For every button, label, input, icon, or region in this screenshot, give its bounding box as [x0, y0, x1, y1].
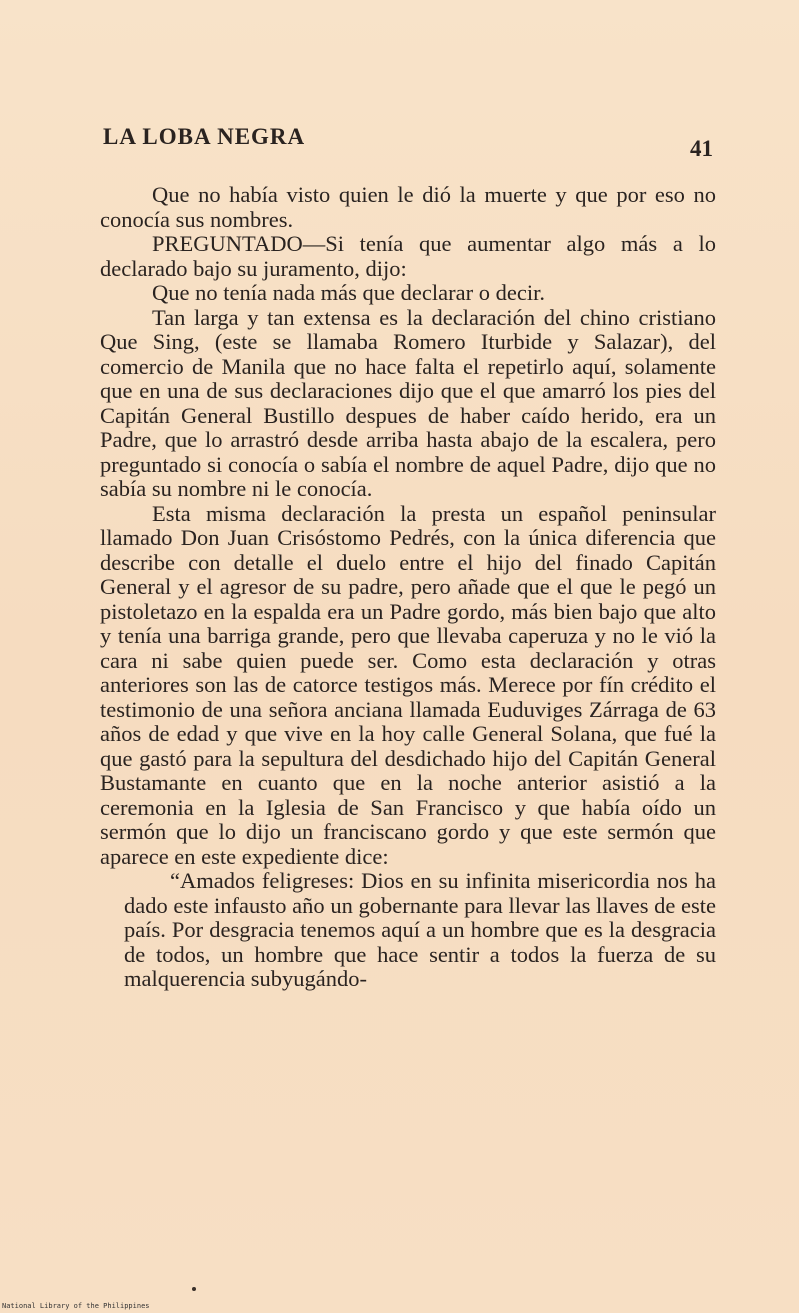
paragraph: Que no tenía nada más que declarar o decir. [152, 280, 545, 305]
paragraph: Tan larga y tan extensa es la declaración del chino cristiano Que Sing, (este se llamaba Romero Iturbide y Salazar), del comercio de Manila que no hace falta el repetirlo aquí, solamente que en una de sus declaraciones dijo que el que amarró los pies del Capitán General Bustillo despues de haber caído herido, era un Padre, que lo arrastró desde arriba hasta abajo de la escalera, pero preguntado si conocía o sabía el nombre de aquel Padre, dijo que no sabía su nombre ni le conocía. [100, 304, 716, 501]
paragraph: Que no había visto quien le dió la muerte y que por eso no conocía sus nombres. [100, 182, 716, 232]
paragraph: Esta misma declaración la presta un español peninsular llamado Don Juan Crisóstomo Pedrés, con la única diferencia que describe con detalle el duelo entre el hijo del finado Capitán General y el agresor de su padre, pero añade que el que le pegó un pistoletazo en la espalda era un Padre gordo, más bien bajo que alto y tenía una barriga grande, pero que llevaba caperuza y no le vió la cara ni sabe quien puede ser. Como esta declaración y otras anteriores son las de catorce testigos más. Merece por fín crédito el testimonio de una señora anciana llamada Euduviges Zárraga de 63 años de edad y que vive en la hoy calle General Solana, que fué la que gastó para la sepultura del desdichado hijo del Capitán General Bustamante en cuanto que en la noche anterior asistió a la ceremonia en la Iglesia de San Francisco y que había oído un sermón que lo dijo un franciscano gordo y que este sermón que aparece en este expediente dice: [100, 500, 716, 869]
running-header-title: LA LOBA NEGRA [103, 124, 306, 149]
page-number: 41 [690, 136, 713, 161]
paragraph: PREGUNTADO—Si tenía que aumentar algo más a lo declarado bajo su juramento, dijo: [100, 231, 716, 281]
sermon-quote: “Amados feligreses: Dios en su infinita misericordia nos ha dado este infausto año un gobernante para llevar las llaves de este país. Por desgracia tenemos aquí a un hombre que es la desgracia de todos, un hombre que hace sentir a todos la fuerza de su malquerencia subyugándo- [124, 868, 716, 991]
ink-dot [192, 1287, 196, 1291]
body-text [100, 183, 716, 992]
library-credit: National Library of the Philippines [2, 1302, 150, 1310]
